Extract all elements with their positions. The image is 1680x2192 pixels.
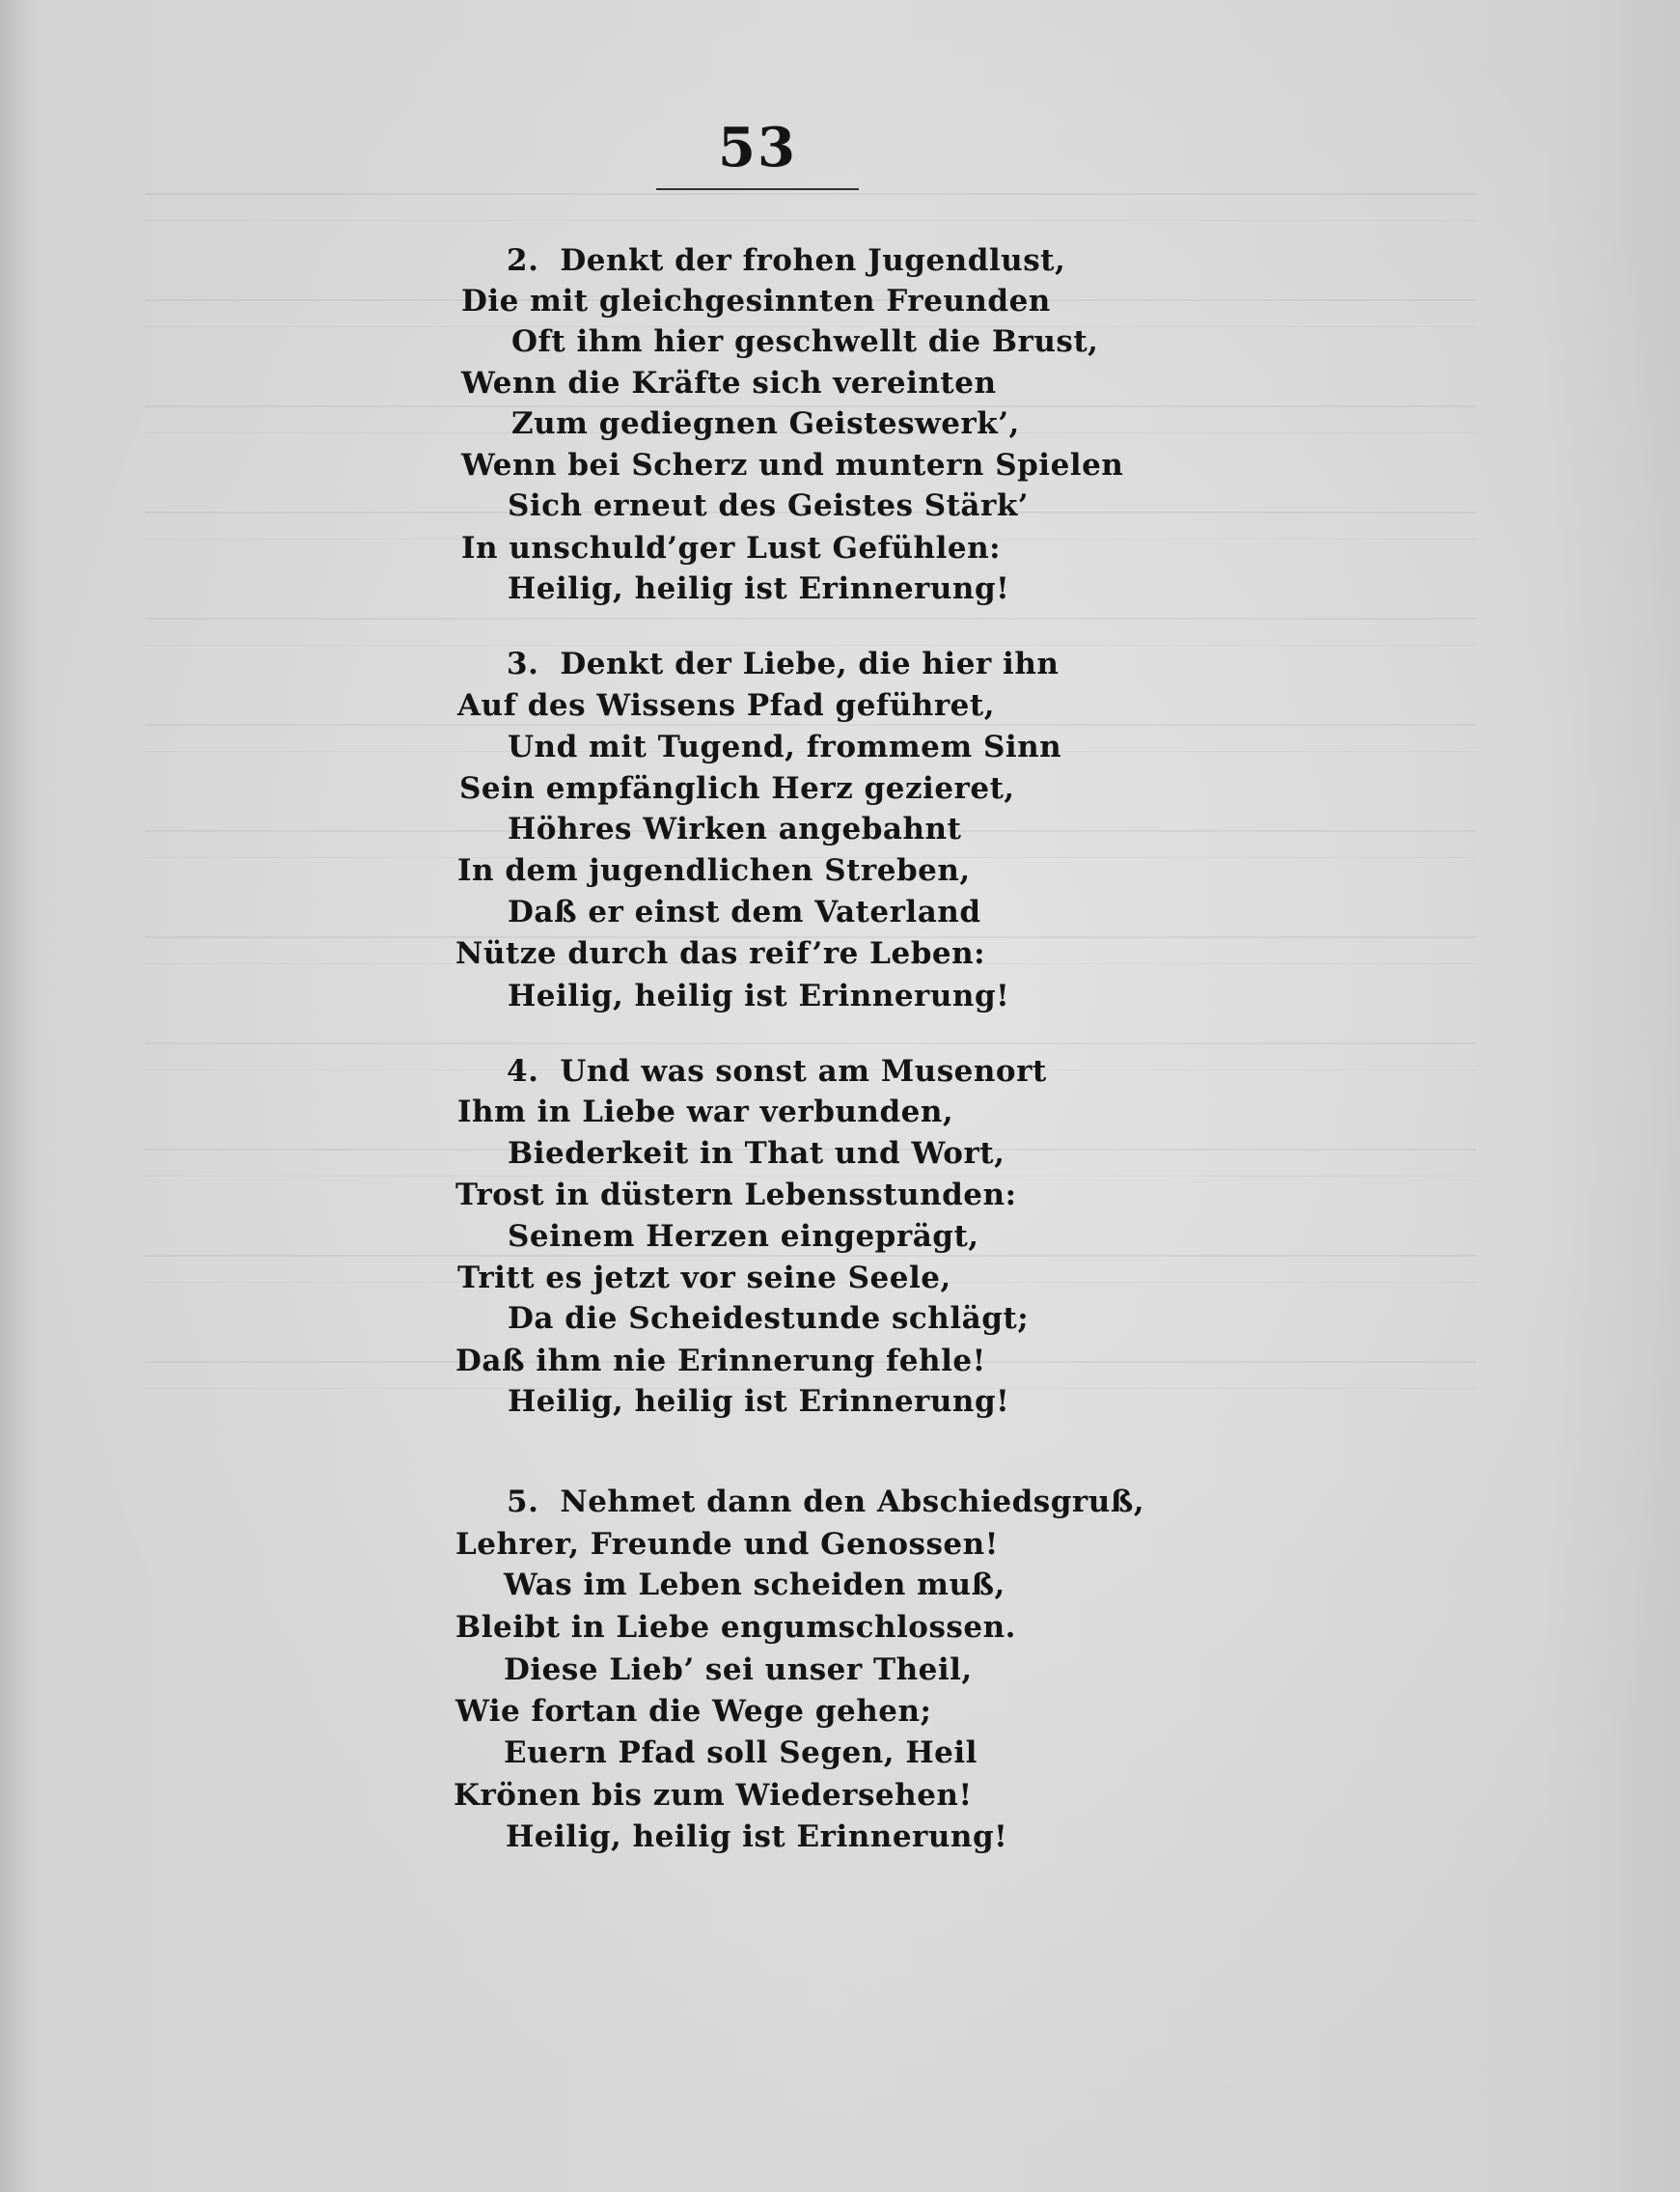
stanza-3-line-3: Und mit Tugend, frommem Sinn <box>508 730 1062 764</box>
header-rule <box>656 188 859 190</box>
stanza-5-line-6: Wie fortan die Wege gehen; <box>455 1694 932 1729</box>
stanza-4-line-4: Trost in düstern Lebensstunden: <box>455 1178 1017 1212</box>
stanza-number: 2. <box>507 243 539 278</box>
stanza-5-line-5: Diese Lieb’ sei unser Theil, <box>504 1652 973 1687</box>
stanza-2-line-2: Die mit gleichgesinnten Freunden <box>461 284 1051 319</box>
stanza-2-line-3: Oft ihm hier geschwellt die Brust, <box>511 324 1099 359</box>
stanza-3-line-8: Nütze durch das reif’re Leben: <box>455 936 986 971</box>
stanza-5-line-9: Heilig, heilig ist Erinnerung! <box>506 1819 1008 1854</box>
stanza-number: 4. <box>507 1054 539 1089</box>
stanza-4-line-9: Heilig, heilig ist Erinnerung! <box>508 1384 1010 1419</box>
stanza-5-line-4: Bleibt in Liebe engumschlossen. <box>455 1610 1016 1645</box>
stanza-4-line-3: Biederkeit in That und Wort, <box>508 1136 1005 1171</box>
stanza-2-line-8: In unschuld’ger Lust Gefühlen: <box>461 531 1002 566</box>
stanza-2-line-7: Sich erneut des Geistes Stärk’ <box>508 488 1030 523</box>
stanza-2-line-5: Zum gediegnen Geisteswerk’, <box>511 406 1020 441</box>
stanza-3-line-7: Daß er einst dem Vaterland <box>508 895 981 930</box>
stanza-2-line-9: Heilig, heilig ist Erinnerung! <box>508 571 1010 606</box>
stanza-5-line-2: Lehrer, Freunde und Genossen! <box>455 1527 999 1562</box>
stanza-4-line-2: Ihm in Liebe war verbunden, <box>457 1095 954 1129</box>
stanza-2-line-4: Wenn die Kräfte sich vereinten <box>461 366 997 401</box>
page-number: 53 <box>718 116 797 180</box>
bleed-through-line <box>145 193 1476 221</box>
stanza-4-line-6: Tritt es jetzt vor seine Seele, <box>457 1261 951 1295</box>
stanza-2-line-6: Wenn bei Scherz und muntern Spielen <box>461 448 1124 483</box>
stanza-5-line-8: Krönen bis zum Wiedersehen! <box>454 1778 973 1813</box>
stanza-3-line-9: Heilig, heilig ist Erinnerung! <box>508 979 1010 1013</box>
stanza-4-line-5: Seinem Herzen eingeprägt, <box>508 1219 979 1254</box>
bleed-through-line <box>145 618 1476 646</box>
stanza-4-line-8: Daß ihm nie Erinnerung fehle! <box>455 1344 986 1378</box>
stanza-2-line-1: 2. Denkt der frohen Jugendlust, <box>507 243 1066 278</box>
stanza-5-line-1: 5. Nehmet dann den Abschiedsgruß, <box>507 1484 1145 1519</box>
stanza-3-line-5: Höhres Wirken angebahnt <box>508 812 962 846</box>
stanza-3-line-4: Sein empfänglich Herz gezieret, <box>459 771 1015 806</box>
stanza-3-line-6: In dem jugendlichen Streben, <box>457 853 971 888</box>
stanza-4-line-1: 4. Und was sonst am Musenort <box>507 1054 1047 1089</box>
stanza-number: 3. <box>507 647 539 681</box>
stanza-4-line-7: Da die Scheidestunde schlägt; <box>508 1301 1030 1336</box>
stanza-3-line-2: Auf des Wissens Pfad geführet, <box>457 688 996 723</box>
stanza-5-line-3: Was im Leben scheiden muß, <box>504 1568 1005 1602</box>
stanza-3-line-1: 3. Denkt der Liebe, die hier ihn <box>507 647 1060 681</box>
stanza-number: 5. <box>507 1484 539 1519</box>
stanza-5-line-7: Euern Pfad soll Segen, Heil <box>504 1735 978 1770</box>
